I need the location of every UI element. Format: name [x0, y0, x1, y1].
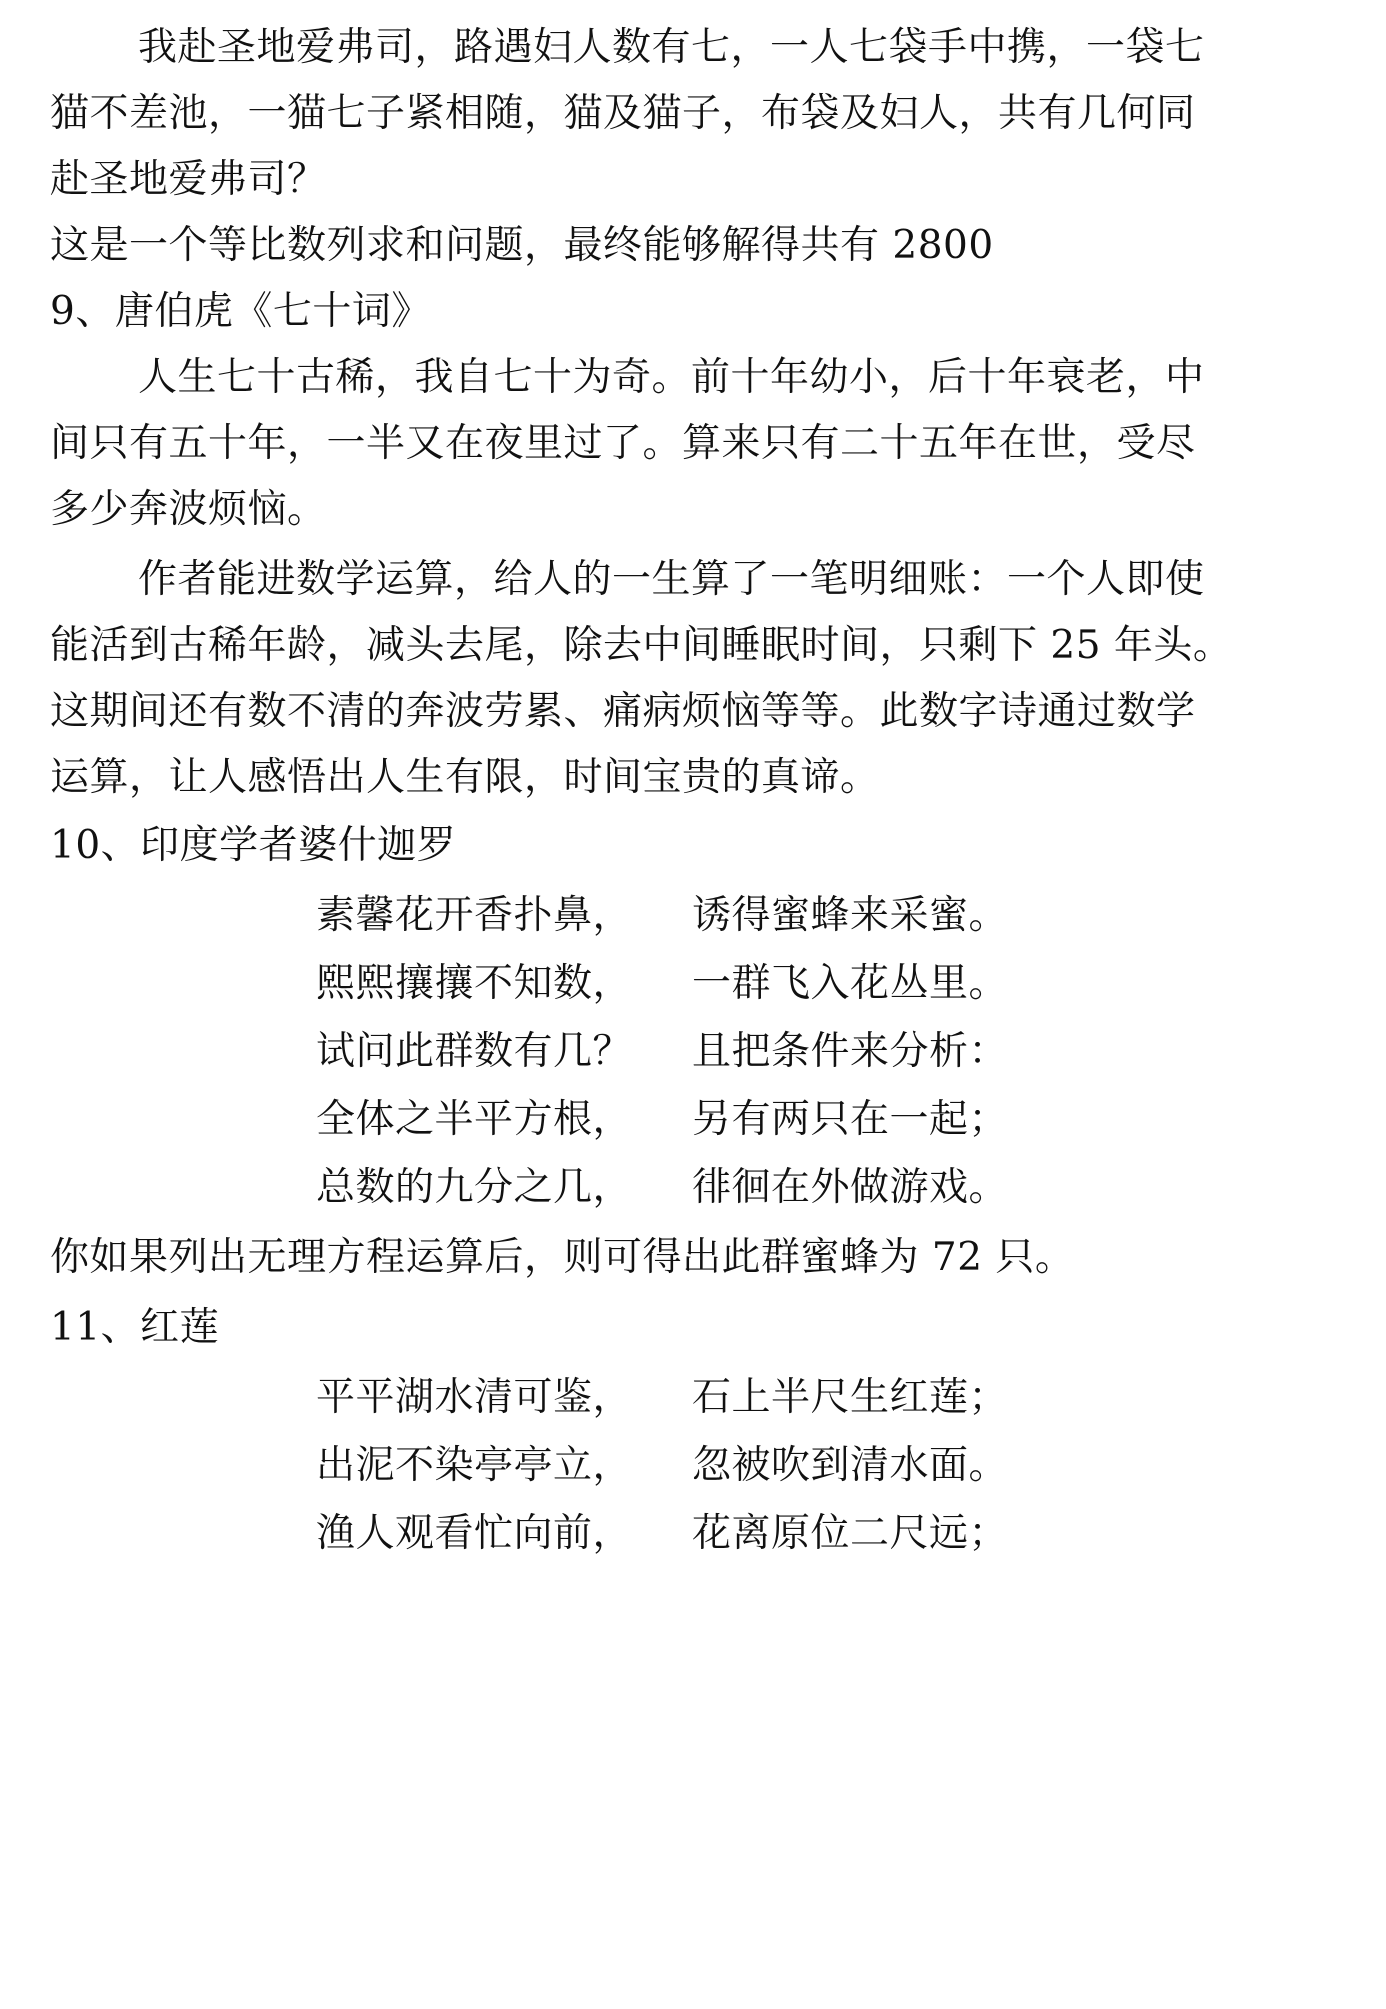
commentary-line: 运算，让人感悟出人生有限，时间宝贵的真谛。 [50, 755, 880, 800]
verse-row [0, 1026, 1386, 1078]
verse-second-half: 诱得蜜蜂来采蜜。 [692, 893, 1009, 938]
verse-first-half: 渔人观看忙向前， [316, 1511, 633, 1556]
poem-line: 间只有五十年，一半又在夜里过了。算来只有二十五年在世，受尽 [50, 421, 1196, 466]
verse-row [0, 1508, 1386, 1560]
paragraph-line: 赴圣地爱弗司？ [50, 157, 327, 202]
verse-second-half: 花离原位二尺远； [692, 1511, 1009, 1556]
section-heading-9: 9、唐伯虎《七十词》 [50, 289, 431, 334]
paragraph-line: 猫不差池，一猫七子紧相随，猫及猫子，布袋及妇人，共有几何同 [50, 91, 1196, 136]
verse-row [0, 1440, 1386, 1492]
verse-row [0, 1094, 1386, 1146]
commentary-line: 作者能进数学运算，给人的一生算了一笔明细账：一个人即使 [138, 557, 1205, 602]
poem-line: 人生七十古稀，我自七十为奇。前十年幼小，后十年衰老，中 [138, 355, 1205, 400]
poem-line: 多少奔波烦恼。 [50, 487, 327, 532]
section-heading-10: 10、印度学者婆什迦罗 [50, 823, 457, 868]
answer-line: 这是一个等比数列求和问题，最终能够解得共有 2800 [50, 223, 994, 268]
section-heading-11: 11、红莲 [50, 1305, 220, 1350]
verse-first-half: 总数的九分之几， [316, 1165, 633, 1210]
verse-first-half: 出泥不染亭亭立， [316, 1443, 633, 1488]
verse-row [0, 958, 1386, 1010]
verse-second-half: 一群飞入花丛里。 [692, 961, 1009, 1006]
verse-first-half: 素馨花开香扑鼻， [316, 893, 633, 938]
commentary-line: 这期间还有数不清的奔波劳累、痛病烦恼等等。此数字诗通过数学 [50, 689, 1196, 734]
verse-row [0, 890, 1386, 942]
verse-first-half: 试问此群数有几？ [316, 1029, 633, 1074]
paragraph-line: 我赴圣地爱弗司，路遇妇人数有七，一人七袋手中携，一袋七 [138, 25, 1205, 70]
commentary-line: 能活到古稀年龄，减头去尾，除去中间睡眠时间，只剩下 25 年头。 [50, 623, 1233, 668]
verse-row [0, 1372, 1386, 1424]
verse-first-half: 全体之半平方根， [316, 1097, 633, 1142]
verse-first-half: 平平湖水清可鉴， [316, 1375, 633, 1420]
verse-second-half: 石上半尺生红莲； [692, 1375, 1009, 1420]
verse-second-half: 另有两只在一起； [692, 1097, 1009, 1142]
verse-row [0, 1162, 1386, 1214]
verse-second-half: 徘徊在外做游戏。 [692, 1165, 1009, 1210]
answer-line: 你如果列出无理方程运算后，则可得出此群蜜蜂为 72 只。 [50, 1235, 1075, 1280]
verse-first-half: 熙熙攘攘不知数， [316, 961, 633, 1006]
verse-second-half: 忽被吹到清水面。 [692, 1443, 1009, 1488]
verse-second-half: 且把条件来分析： [692, 1029, 1009, 1074]
